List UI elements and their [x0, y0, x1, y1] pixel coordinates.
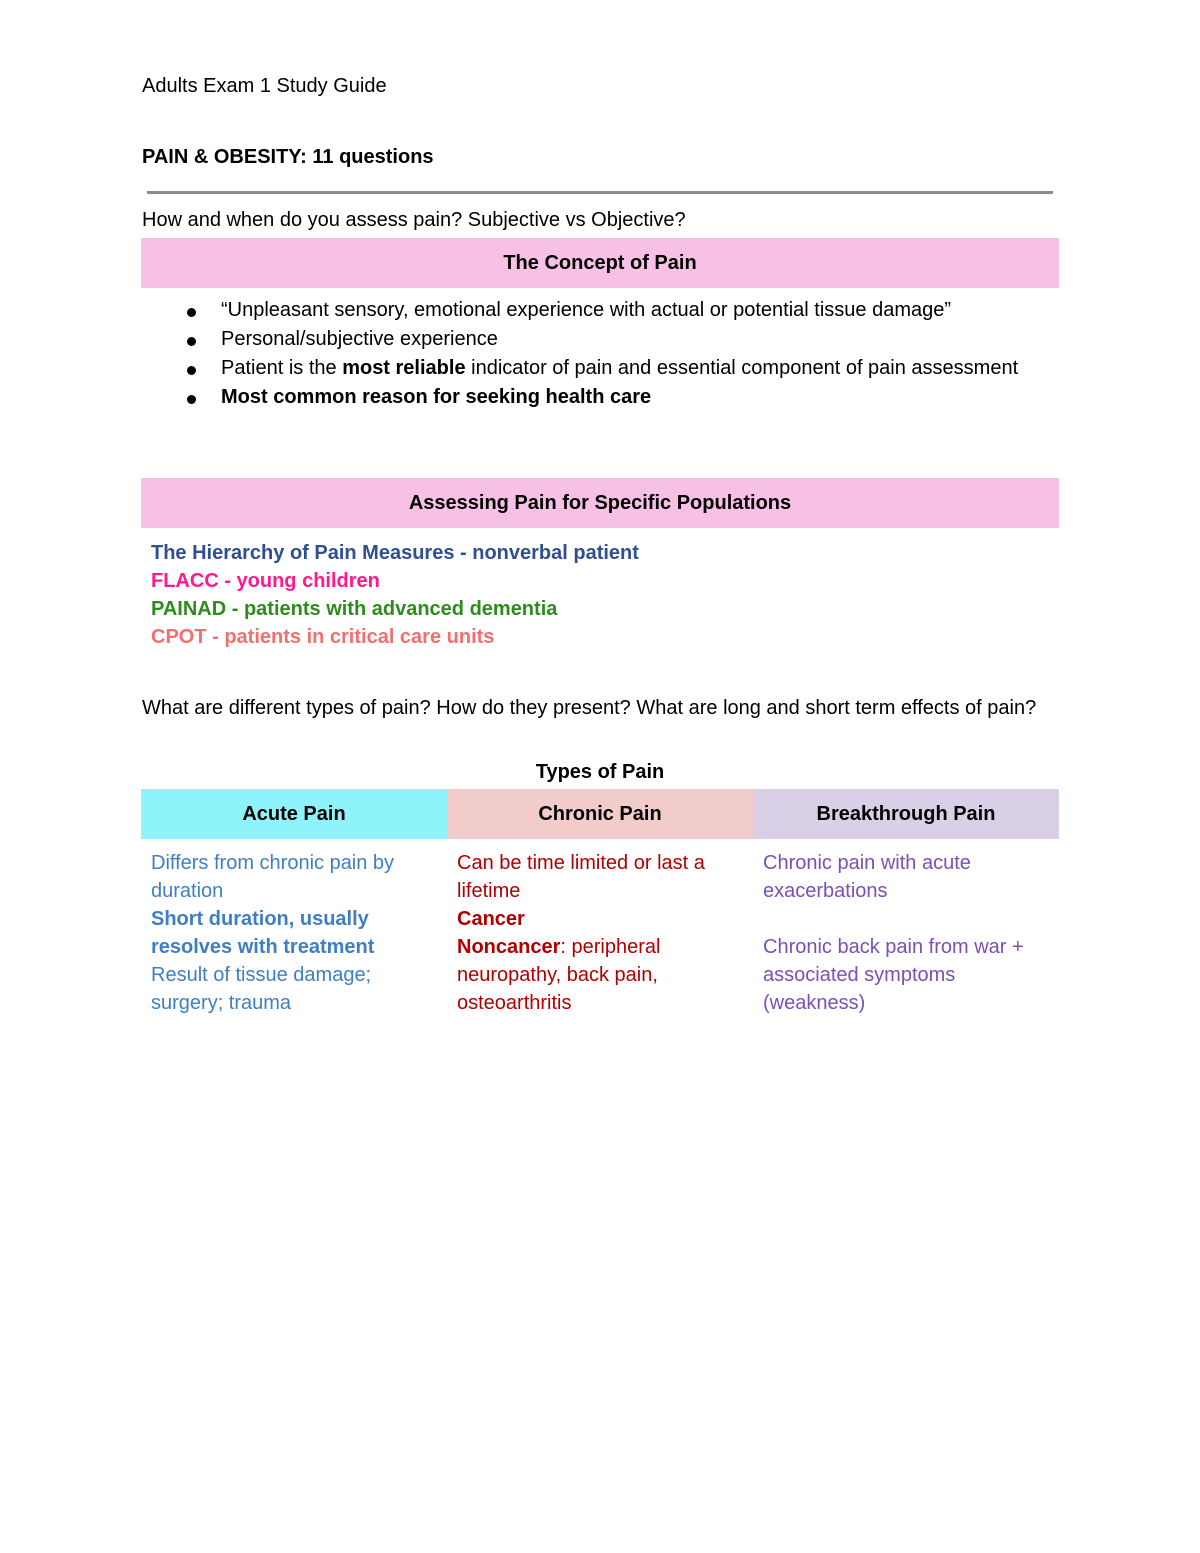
question-types-of-pain: What are different types of pain? How do they present? What are long and short term effects of pain? — [142, 697, 1037, 719]
list-item — [141, 297, 1021, 324]
bullet-text: Patient is the — [221, 357, 343, 379]
bullet-icon — [187, 395, 196, 404]
table-header-row — [141, 789, 1059, 839]
breakthrough-line-definition: Chronic pain with acute exacerbations — [763, 852, 971, 902]
chronic-line-noncancer — [457, 933, 743, 1017]
cell-acute-pain — [141, 839, 447, 1017]
header-chronic-pain: Chronic Pain — [447, 789, 753, 839]
cell-breakthrough-pain — [753, 839, 1059, 1017]
bullet-icon — [187, 366, 196, 375]
scale-hierarchy: The Hierarchy of Pain Measures - nonverbal patient — [151, 542, 639, 564]
list-item — [141, 355, 1021, 382]
bullet-icon — [187, 337, 196, 346]
concept-of-pain-header — [141, 238, 1059, 288]
population-scales-list — [151, 539, 639, 651]
document-title: Adults Exam 1 Study Guide — [142, 75, 387, 97]
types-of-pain-table — [141, 789, 1059, 1017]
spacer — [763, 905, 1049, 933]
chronic-line-time: Can be time limited or last a lifetime — [457, 852, 705, 902]
header-breakthrough-pain: Breakthrough Pain — [753, 789, 1059, 839]
assessing-populations-header — [141, 478, 1059, 528]
bullet-text: Personal/subjective experience — [221, 328, 498, 350]
cell-chronic-pain — [447, 839, 753, 1017]
scale-flacc: FLACC - young children — [151, 570, 380, 592]
noncancer-text: : peripheral neuropathy, back pain, osteoarthritis — [457, 936, 661, 1014]
bullet-text: indicator of pain and essential component of pain assessment — [465, 357, 1019, 379]
scale-painad: PAINAD - patients with advanced dementia — [151, 598, 558, 620]
table-row — [141, 839, 1059, 1017]
list-item — [141, 326, 1021, 353]
scale-cpot: CPOT - patients in critical care units — [151, 626, 495, 648]
acute-line-short: Short duration, usually resolves with treatment — [151, 908, 375, 958]
bullet-emphasis: most reliable — [342, 357, 466, 379]
section-heading: PAIN & OBESITY: 11 questions — [142, 146, 434, 168]
concept-bullet-list — [141, 297, 1021, 413]
noncancer-label: Noncancer — [457, 936, 561, 958]
assessing-populations-title: Assessing Pain for Specific Populations — [408, 491, 792, 514]
types-of-pain-title: Types of Pain — [535, 761, 665, 783]
question-assess-pain: How and when do you assess pain? Subjective vs Objective? — [142, 209, 686, 231]
chronic-line-cancer: Cancer — [457, 908, 525, 930]
bullet-emphasis: Most common reason for seeking health care — [221, 386, 652, 408]
acute-line-duration: Differs from chronic pain by duration — [151, 852, 395, 902]
bullet-text: “Unpleasant sensory, emotional experience with actual or potential tissue damage” — [221, 299, 952, 321]
bullet-icon — [187, 308, 196, 317]
concept-of-pain-title: The Concept of Pain — [503, 251, 697, 274]
list-item — [141, 384, 1021, 411]
header-acute-pain: Acute Pain — [141, 789, 447, 839]
acute-line-result: Result of tissue damage; surgery; trauma — [151, 964, 372, 1014]
breakthrough-line-example: Chronic back pain from war + associated symptoms (weakness) — [763, 936, 1024, 1014]
horizontal-rule — [147, 191, 1053, 194]
